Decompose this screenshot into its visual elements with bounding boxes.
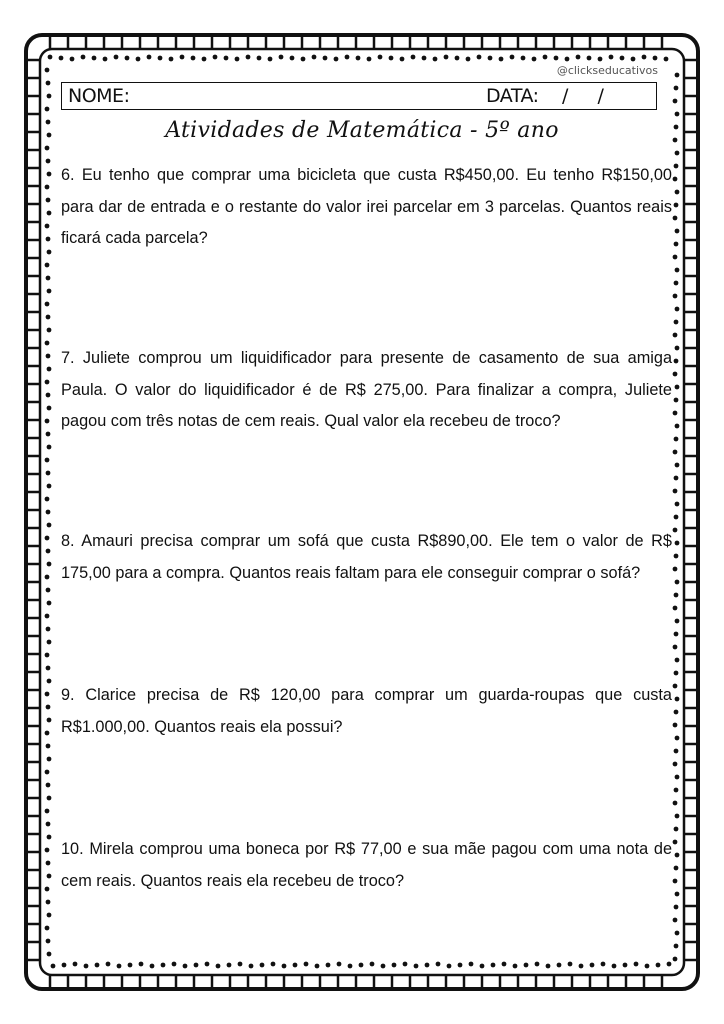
border-dot [47,796,52,801]
border-dot [642,55,647,60]
border-dot [673,294,678,299]
border-dot [673,801,678,806]
border-dot [103,57,108,62]
border-dot [521,56,526,61]
border-dot [675,502,680,507]
name-label: NOME: [68,85,130,107]
border-dot [491,963,496,968]
border-dot [46,471,51,476]
border-dot [183,964,188,969]
border-dot [674,281,679,286]
border-dot [150,964,155,969]
border-dot [45,68,50,73]
border-dot [673,840,678,845]
border-dot [47,289,52,294]
border-dot [673,216,678,221]
border-dot [576,55,581,60]
border-dot [675,112,680,117]
border-dot [673,411,678,416]
border-dot [367,57,372,62]
border-dot [598,57,603,62]
border-dot [675,73,680,78]
border-dot [675,814,680,819]
border-dot [47,367,52,372]
border-dot [675,697,680,702]
border-dot [623,963,628,968]
border-dot [46,276,51,281]
border-dot [673,762,678,767]
border-dot [235,57,240,62]
border-dot [557,963,562,968]
border-dot [675,853,680,858]
border-dot [403,962,408,967]
border-dot [47,913,52,918]
border-dot [45,380,50,385]
border-dot [524,963,529,968]
border-dot [444,55,449,60]
border-dot [271,962,276,967]
border-dot [139,962,144,967]
border-dot [436,962,441,967]
border-dot [674,476,679,481]
border-dot [224,56,229,61]
border-dot [673,957,678,962]
border-dot [84,964,89,969]
border-dot [673,450,678,455]
border-dot [45,770,50,775]
border-dot [674,671,679,676]
border-dot [169,57,174,62]
border-dot [47,250,52,255]
border-dot [46,783,51,788]
border-dot [213,55,218,60]
border-dot [45,185,50,190]
border-dot [45,887,50,892]
border-dot [62,963,67,968]
border-dot [568,962,573,967]
border-dot [45,302,50,307]
border-dot [47,952,52,957]
border-dot [675,307,680,312]
border-dot [81,55,86,60]
border-dot [194,963,199,968]
border-dot [47,406,52,411]
border-dot [565,57,570,62]
border-dot [202,57,207,62]
border-dot [675,190,680,195]
border-dot [378,55,383,60]
border-dot [282,964,287,969]
name-date-box [61,82,657,110]
border-dot [47,94,52,99]
border-dot [381,964,386,969]
border-dot [477,55,482,60]
border-dot [674,632,679,637]
border-dot [673,606,678,611]
border-dot [172,962,177,967]
border-dot [455,56,460,61]
border-dot [673,99,678,104]
border-dot [45,809,50,814]
border-dot [675,775,680,780]
border-dot [46,861,51,866]
border-dot [45,653,50,658]
border-dot [488,56,493,61]
border-dot [47,445,52,450]
border-dot [114,55,119,60]
border-dot [73,962,78,967]
border-dot [674,320,679,325]
border-dot [45,731,50,736]
border-dot [46,393,51,398]
border-dot [674,554,679,559]
border-dot [674,944,679,949]
border-dot [675,931,680,936]
border-dot [546,964,551,969]
border-dot [46,315,51,320]
border-dot [392,963,397,968]
border-dot [620,56,625,61]
border-dot [45,419,50,424]
border-dot [46,705,51,710]
border-dot [674,593,679,598]
border-dot [315,964,320,969]
border-dot [47,328,52,333]
border-dot [631,57,636,62]
question-6: 6. Eu tenho que comprar uma bicicleta que custa R$450,00. Eu tenho R$150,00 para dar de entrada e o restante do valor irei parcelar em 3 parcelas. Quantos reais ficará cada parcela? [61,166,672,247]
border-dot [656,963,661,968]
border-dot [674,86,679,91]
border-dot [45,848,50,853]
border-dot [674,437,679,442]
border-dot [400,57,405,62]
border-dot [675,229,680,234]
border-dot [125,56,130,61]
border-dot [59,56,64,61]
border-dot [51,964,56,969]
border-dot [95,963,100,968]
border-dot [45,263,50,268]
border-dot [46,354,51,359]
border-dot [47,562,52,567]
border-dot [675,892,680,897]
page-title: Atividades de Matemática - 5º ano [165,118,559,143]
border-dot [180,55,185,60]
border-dot [389,56,394,61]
border-dot [480,964,485,969]
question-10: 10. Mirela comprou uma boneca por R$ 77,00 e sua mãe pagou com uma nota de cem reais. Quantos reais ela recebeu de troco? [61,840,672,890]
border-dot [257,56,262,61]
border-dot [47,523,52,528]
border-dot [45,497,50,502]
border-dot [673,255,678,260]
border-dot [45,926,50,931]
border-dot [674,905,679,910]
border-dot [216,964,221,969]
border-dot [46,939,51,944]
border-dot [304,962,309,967]
border-dot [47,484,52,489]
border-dot [370,962,375,967]
border-dot [532,57,537,62]
border-dot [323,56,328,61]
border-dot [673,723,678,728]
border-dot [673,918,678,923]
border-dot [326,963,331,968]
border-dot [337,962,342,967]
border-dot [675,580,680,585]
border-dot [301,57,306,62]
border-dot [675,541,680,546]
border-dot [47,601,52,606]
border-dot [674,242,679,247]
border-dot [46,198,51,203]
border-dot [46,900,51,905]
date-slashes: / / [562,85,604,107]
border-dot [513,964,518,969]
date-label: DATA: [486,85,539,107]
border-dot [47,679,52,684]
border-dot [46,588,51,593]
border-dot [673,684,678,689]
question-7: 7. Juliete comprou um liquidificador para presente de casamento de sua amiga Paula. O valor do liquidificador é de R$ 275,00. Para finalizar a compra, Juliete pagou com três notas de cem reais. Qual valor ela recebeu de troco? [61,349,672,430]
border-dot [227,963,232,968]
border-dot [645,964,650,969]
border-dot [674,788,679,793]
border-dot [601,962,606,967]
border-dot [46,744,51,749]
border-dot [356,56,361,61]
border-dot [128,963,133,968]
border-dot [675,151,680,156]
border-dot [46,237,51,242]
border-dot [238,962,243,967]
border-dot [45,458,50,463]
border-dot [675,736,680,741]
border-dot [579,964,584,969]
question-8: 8. Amauri precisa comprar um sofá que custa R$890,00. Ele tem o valor de R$ 175,00 para a compra. Quantos reais faltam para ele conseguir comprar o sofá? [61,532,672,582]
border-dot [673,333,678,338]
border-dot [48,55,53,60]
border-dot [664,57,669,62]
border-dot [246,55,251,60]
border-dot [46,549,51,554]
border-dot [673,489,678,494]
border-dot [674,359,679,364]
border-dot [675,619,680,624]
border-dot [45,575,50,580]
border-dot [414,964,419,969]
border-dot [348,964,353,969]
watermark-handle: @clickseducativos [556,64,658,77]
border-dot [45,536,50,541]
question-9: 9. Clarice precisa de R$ 120,00 para comprar um guarda-roupas que custa R$1.000,00. Quantos reais ela possui? [61,686,672,736]
border-dot [136,57,141,62]
border-dot [158,56,163,61]
border-dot [675,268,680,273]
border-dot [411,55,416,60]
border-dot [268,57,273,62]
border-dot [675,424,680,429]
border-dot [47,172,52,177]
border-dot [249,964,254,969]
border-dot [673,528,678,533]
border-dot [674,398,679,403]
border-dot [499,57,504,62]
border-dot [674,866,679,871]
border-dot [674,749,679,754]
border-dot [674,164,679,169]
border-dot [673,879,678,884]
border-dot [205,962,210,967]
border-dot [290,56,295,61]
border-dot [117,964,122,969]
border-dot [612,964,617,969]
border-dot [47,835,52,840]
border-dot [673,177,678,182]
border-dot [673,567,678,572]
border-dot [673,645,678,650]
border-dot [674,515,679,520]
border-dot [447,964,452,969]
border-dot [47,718,52,723]
border-dot [469,962,474,967]
border-dot [45,107,50,112]
border-dot [502,962,507,967]
border-dot [609,55,614,60]
border-dot [458,963,463,968]
border-dot [47,757,52,762]
border-dot [47,874,52,879]
border-dot [554,56,559,61]
border-dot [510,55,515,60]
border-dot [161,963,166,968]
border-dot [674,203,679,208]
border-dot [334,57,339,62]
border-dot [106,962,111,967]
border-dot [359,963,364,968]
border-dot [675,346,680,351]
border-dot [46,822,51,827]
border-dot [590,963,595,968]
border-dot [433,57,438,62]
border-dot [535,962,540,967]
border-dot [675,463,680,468]
border-dot [675,385,680,390]
border-dot [634,962,639,967]
border-dot [46,510,51,515]
border-dot [260,963,265,968]
border-dot [45,692,50,697]
border-dot [587,56,592,61]
border-dot [345,55,350,60]
border-dot [293,963,298,968]
border-dot [653,56,658,61]
border-dot [191,56,196,61]
border-dot [92,56,97,61]
border-dot [675,658,680,663]
border-dot [312,55,317,60]
border-dot [46,81,51,86]
border-dot [47,211,52,216]
border-dot [46,666,51,671]
border-dot [422,56,427,61]
border-dot [46,159,51,164]
border-dot [667,962,672,967]
border-dot [45,146,50,151]
border-dot [47,640,52,645]
border-dot [45,341,50,346]
border-dot [466,57,471,62]
border-dot [45,614,50,619]
border-dot [70,57,75,62]
border-dot [46,627,51,632]
border-dot [45,224,50,229]
border-dot [425,963,430,968]
border-dot [147,55,152,60]
border-dot [46,432,51,437]
border-dot [674,710,679,715]
border-dot [674,827,679,832]
border-dot [279,55,284,60]
border-dot [673,372,678,377]
border-dot [543,55,548,60]
